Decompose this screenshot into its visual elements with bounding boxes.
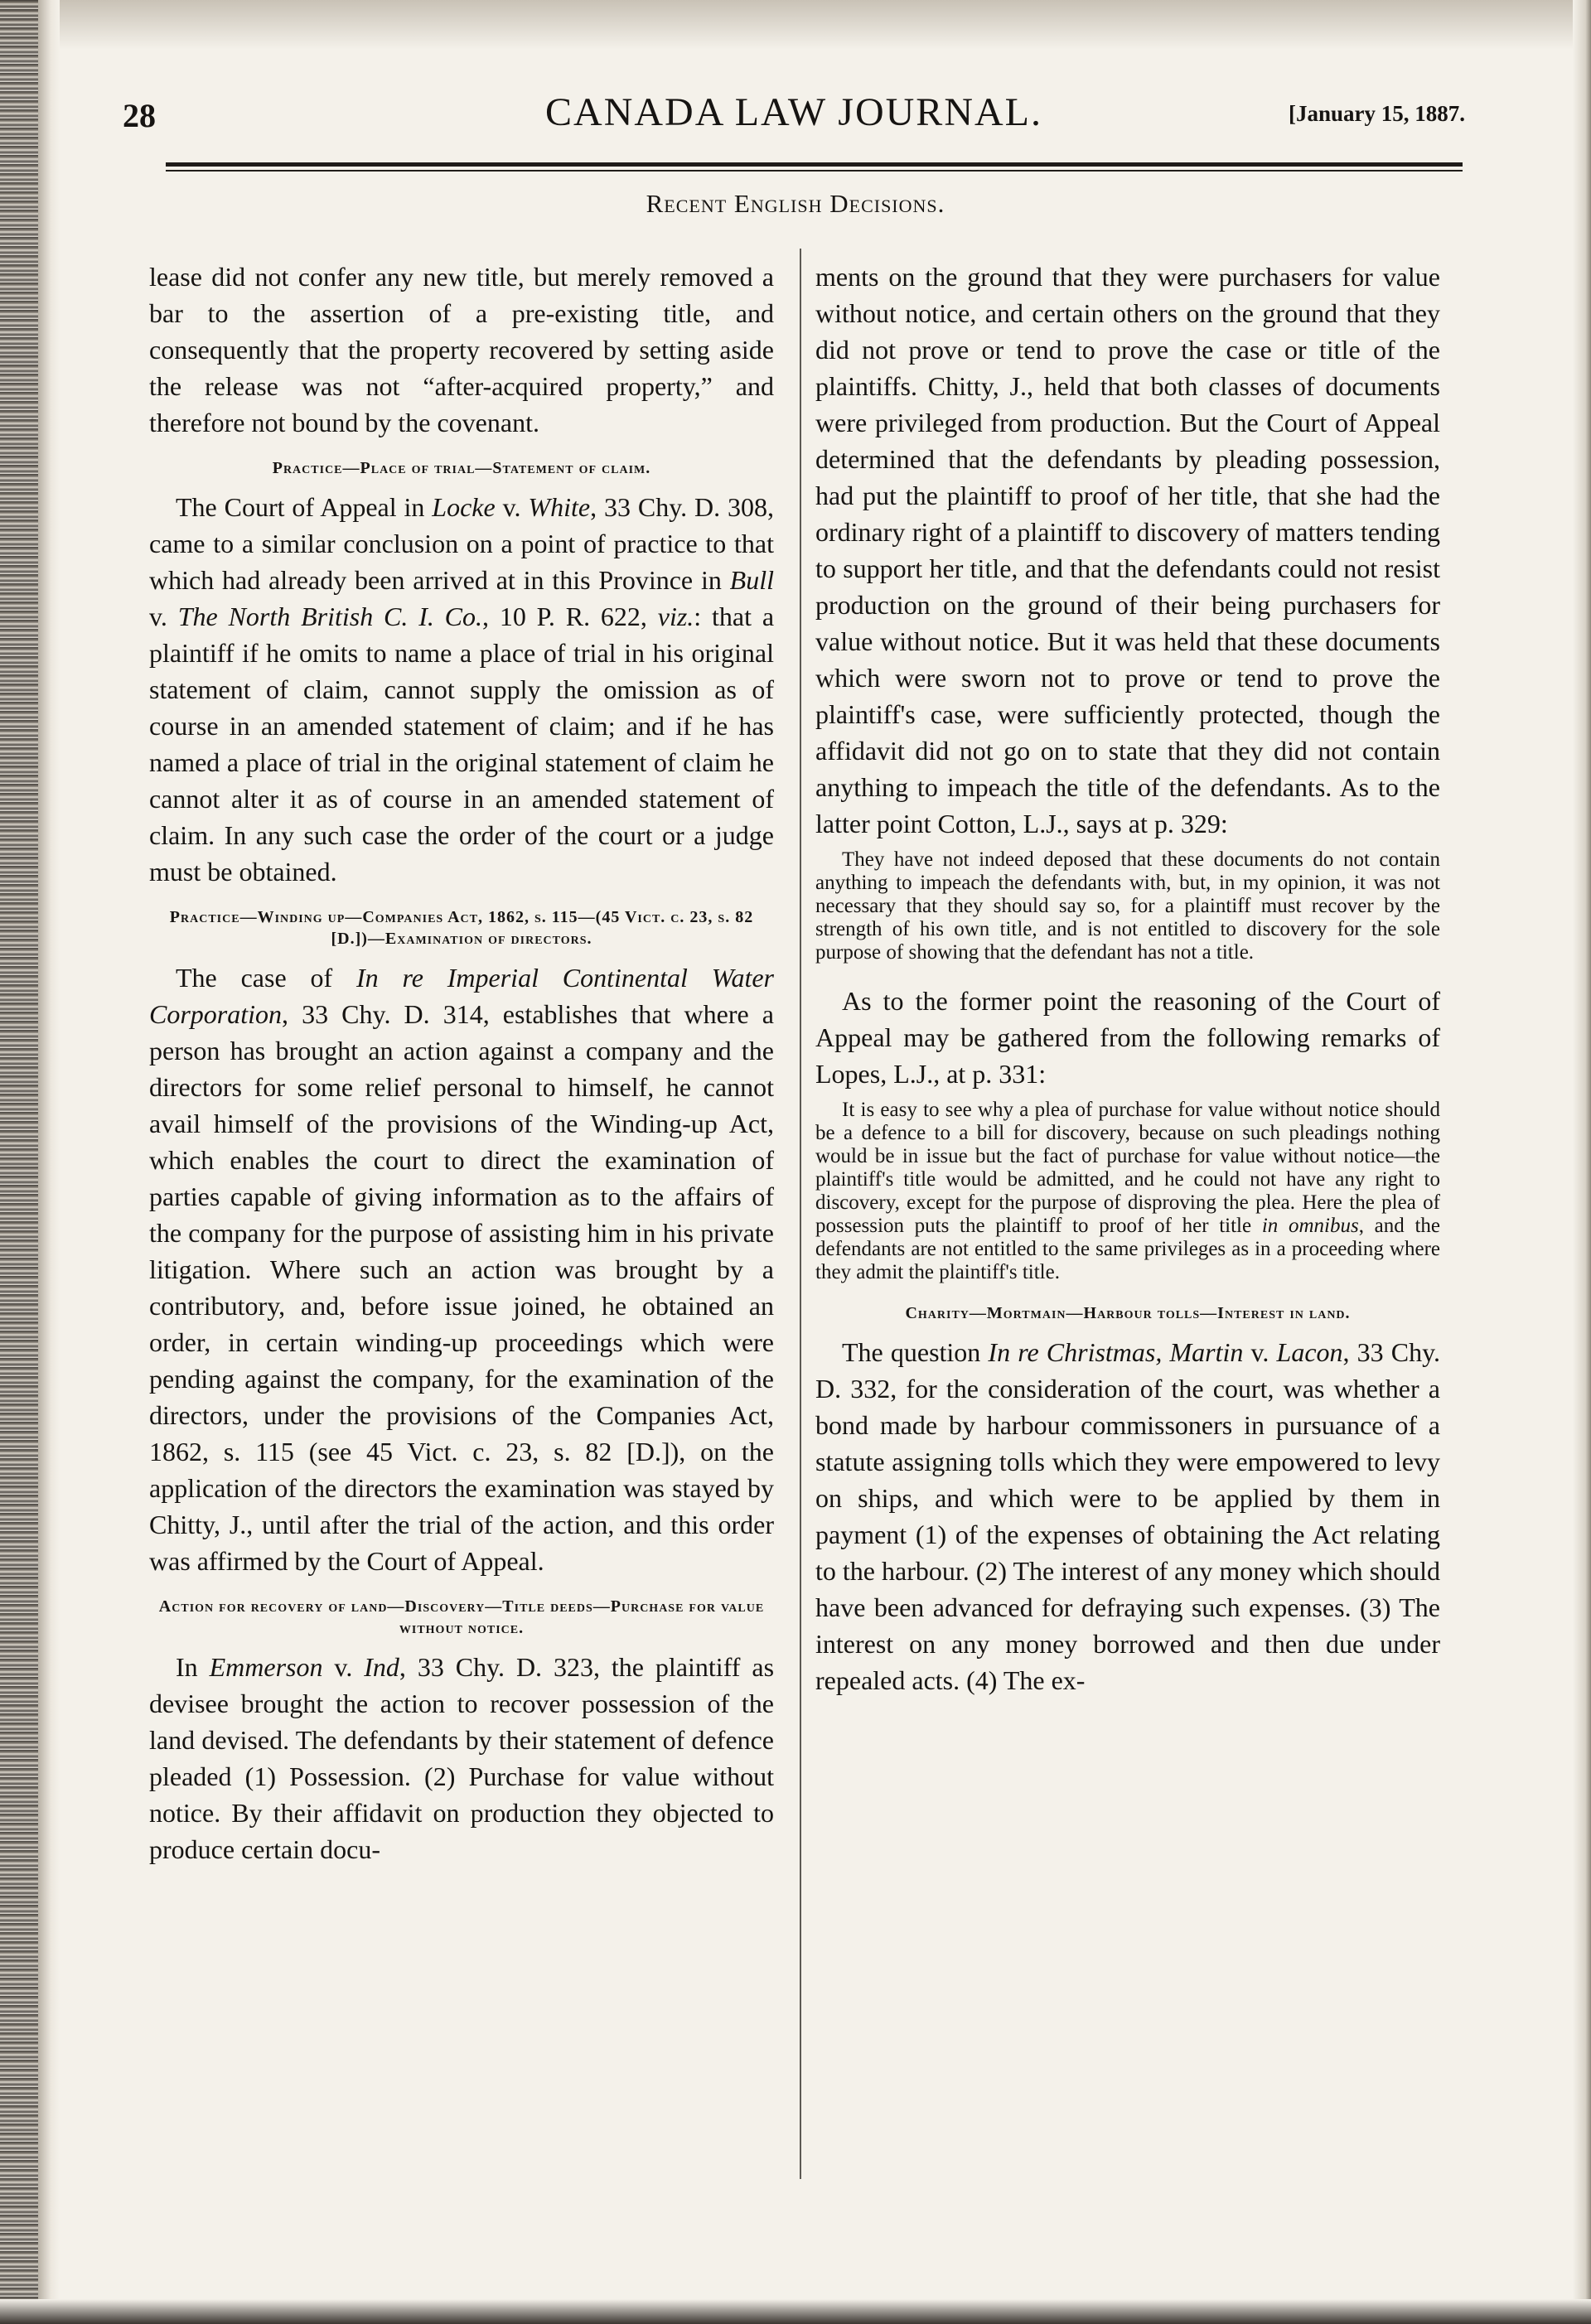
paragraph: The case of In re Imperial Continental Water Corporation, 33 Chy. D. 314, establishes that where a person has brought an action against a company and the directors for some relief personal to himself, he cannot avail himself of the provisions of the Winding-up Act, which enables the court to direct the examination of parties capable of giving information as to the affairs of the company for the purpose of assisting him in his private litigation. Where such an action was brought by a contributory, and, before issue joined, he obtained an order, in certain winding-up proceedings which were pending against the company, for the examination of the directors, under the provisions of the Companies Act, 1862, s. 115 (see 45 Vict. c. 23, s. 82 [D.]), on the application of the directors the examination was stayed by Chitty, J., until after the trial of the action, and this order was affirmed by the Court of Appeal. [149,963,775,1576]
paragraph: As to the former point the reasoning of the Court of Appeal may be gathered from the following remarks of Lopes, L.J., at p. 331: [815,986,1440,1089]
paragraph: The question In re Christmas, Martin v. Lacon, 33 Chy. D. 332, for the consideration of the court, was whether a bond made by harbour commissoners in pursuance of a statute assigning tolls which they were empowered to levy on ships, and which were to be applied by them in payment (1) of the expenses of obtaining the Act relating to the harbour. (2) The interest of any money which should have been advanced for defraying such expenses. (3) The interest on any money borrowed and then due under repealed acts. (4) The ex- [815,1337,1441,1695]
subheading: Practice—Winding up—Companies Act, 1862, s. 115—(45 Vict. c. 23, s. 82 [D.])—Examination of directors. [169,908,754,948]
section-running-head: Recent English Decisions. [646,189,945,218]
book-binding [0,0,38,2324]
page-header [123,89,1465,139]
journal-title: CANADA LAW JOURNAL. [545,90,1042,134]
right-column [815,258,1440,1698]
page-bottom-edge [0,2299,1591,2324]
left-column [149,258,774,1867]
page-number: 28 [123,97,156,134]
header-rule-thick [166,162,1463,167]
binding-shadow [38,0,60,2324]
paragraph: lease did not confer any new title, but merely removed a bar to the assertion of a pre-existing title, and consequently that the property recovered by setting aside the release was not “after-acquired property,” and therefore not bound by the covenant. [149,262,774,437]
subheading: Practice—Place of trial—Statement of claim. [272,459,651,477]
paragraph: In Emmerson v. Ind, 33 Chy. D. 323, the plaintiff as devisee brought the action to recover possession of the land devised. The defendants by their statement of defence pleaded (1) Possession. (2) Purchase for value without notice. By their affidavit on production they objected to produce certain docu- [149,1652,775,1864]
page-top-shadow [0,0,1591,50]
block-quote: They have not indeed deposed that these documents do not contain anything to impeach the defendants with, but, in my opinion, it was not necessary that they should say so, for a plaintiff must recover by the strength of his own title, and is not entitled to discovery for the sole purpose of showing that the defendant has not a title. [815,848,1440,964]
page-right-edge [1573,0,1591,2324]
column-divider [800,249,801,2179]
block-quote: It is easy to see why a plea of purchase for value without notice should be a defence to a bill for discovery, because on such pleadings nothing would be in issue but the fact of purchase for value without notice—the plaintiff's title would be admitted, and he could not have any right to discovery, except for the purpose of disproving the plea. Here the plea of possession puts the plaintiff to proof of her title in omnibus, and the defendants are not entitled to the same privileges as in a proceeding where they admit the plaintiff's title. [815,1099,1440,1283]
paragraph: The Court of Appeal in Locke v. White, 33 Chy. D. 308, came to a similar conclusion on a point of practice to that which had already been arrived at in this Province in Bull v. The North British C. I. Co., 10 P. R. 622, viz.: that a plaintiff if he omits to name a place of trial in his original statement of claim, cannot supply the omission as of course in an amended statement of claim; and if he has named a place of trial in the original statement of claim he cannot alter it as of course in an amended statement of claim. In any such case the order of the court or a judge must be obtained. [149,492,775,887]
subheading: Charity—Mortmain—Harbour tolls—Interest in land. [905,1304,1351,1322]
header-rule-thin [166,170,1463,172]
subheading: Action for recovery of land—Discovery—Title deeds—Purchase for value without notice. [158,1597,765,1637]
paragraph: ments on the ground that they were purchasers for value without notice, and certain others on the ground that they did not prove or tend to prove the case or title of the plaintiffs. Chitty, J., held that both classes of documents were privileged from production. But the Court of Appeal determined that the defendants by pleading possession, had put the plaintiff to proof of her title, that she had the ordinary right of a plaintiff to discovery of matters tending to support her title, and that the defendants could not resist production on the ground of their being purchasers for value without notice. But it was held that these documents which were sworn not to prove or tend to prove the plaintiff's case, were sufficiently protected, though the affidavit did not go on to state that they did not contain anything to impeach the title of the defendants. As to the latter point Cotton, L.J., says at p. 329: [815,262,1440,838]
issue-date: [January 15, 1887. [1288,101,1465,126]
